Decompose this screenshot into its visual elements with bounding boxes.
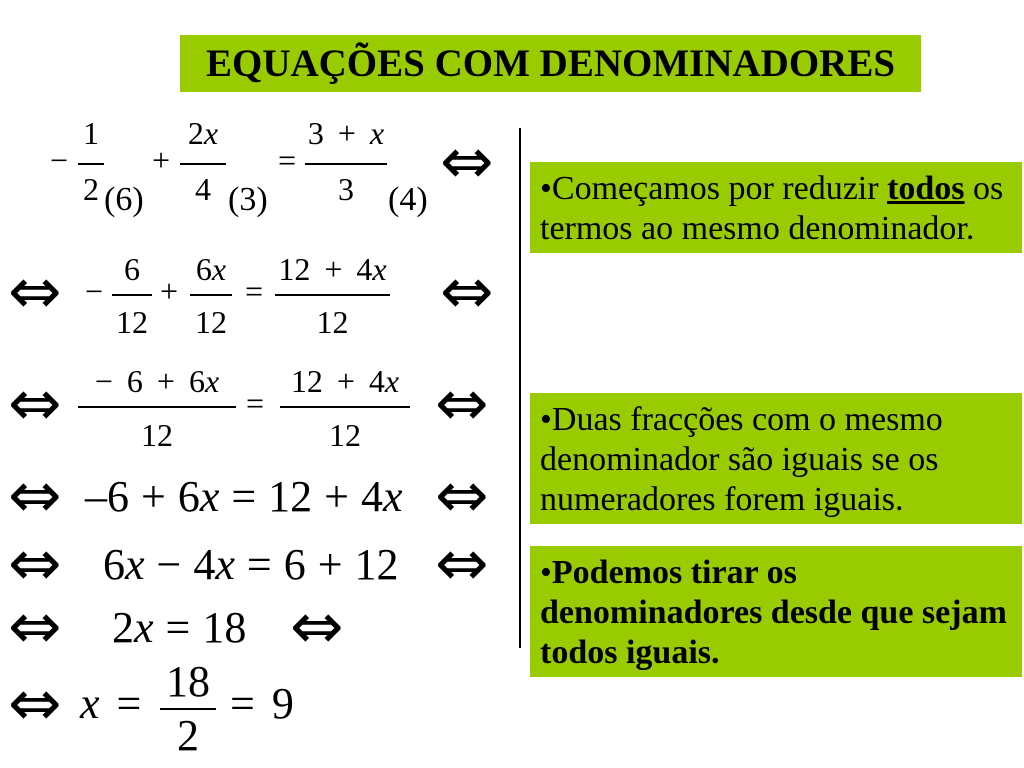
note-line xyxy=(540,400,1012,440)
equivalence-symbol: ⇔ xyxy=(435,459,489,533)
note-line: termos ao mesmo denominador. xyxy=(540,210,975,247)
denominator: 2 xyxy=(177,710,199,760)
equivalence-symbol: ⇔ xyxy=(8,667,62,741)
bullet: • xyxy=(540,170,552,207)
note-box-3 xyxy=(530,546,1022,677)
fraction-bar xyxy=(112,294,152,296)
emphasized-word: todos xyxy=(887,170,965,207)
equivalence-symbol: ⇔ xyxy=(8,367,62,441)
fraction xyxy=(112,253,152,338)
note-line: denominadores desde que sejam xyxy=(540,594,1007,631)
fraction-bar xyxy=(275,294,390,296)
numerator: 6 xyxy=(124,251,140,287)
note-box-1 xyxy=(530,162,1022,253)
numerator: 1 xyxy=(83,115,99,151)
fraction xyxy=(160,657,216,760)
plus-sign: + xyxy=(152,142,171,178)
equivalence-symbol: ⇔ xyxy=(290,590,344,664)
equals-sign: = xyxy=(245,273,264,309)
denominator: 12 xyxy=(116,303,148,340)
denominator: 2 xyxy=(83,170,99,207)
numerator: 2x xyxy=(187,115,219,151)
numerator: 18 xyxy=(166,657,210,706)
equation-lhs: x = xyxy=(80,679,142,728)
fraction xyxy=(280,365,410,451)
denominator: 12 xyxy=(329,416,361,453)
note-text: Começamos por reduzir xyxy=(551,170,879,207)
numerator: 3 + x xyxy=(307,115,385,151)
denominator: 12 xyxy=(316,303,349,340)
fraction-bar xyxy=(190,294,232,296)
equivalence-symbol: ⇔ xyxy=(8,255,62,329)
fraction-bar xyxy=(280,406,410,408)
equation-text: 6x − 4x = 6 + 12 xyxy=(103,540,399,589)
denominator: 3 xyxy=(338,170,354,207)
fraction xyxy=(275,253,390,338)
note-line: todos iguais. xyxy=(540,634,720,671)
equivalence-symbol: ⇔ xyxy=(8,527,62,601)
note-line: denominador são iguais se os xyxy=(540,441,939,478)
denominator: 4 xyxy=(195,170,211,207)
multiplier-factor: (4) xyxy=(388,181,428,218)
note-line xyxy=(540,553,1012,593)
fraction-bar xyxy=(305,163,387,165)
fraction xyxy=(78,365,236,451)
fraction-bar xyxy=(78,406,236,408)
equivalence-symbol: ⇔ xyxy=(435,367,489,441)
equation-text: 2x = 18 xyxy=(112,603,247,652)
minus-sign: − xyxy=(50,142,69,178)
fraction-bar xyxy=(78,163,104,165)
title-box xyxy=(180,35,921,92)
minus-sign: − xyxy=(85,273,104,309)
numerator: 12 + 4x xyxy=(290,363,400,399)
equation-result: = 9 xyxy=(230,679,294,728)
equivalence-symbol: ⇔ xyxy=(440,255,494,329)
slide-title: EQUAÇÕES COM DENOMINADORES xyxy=(205,42,896,85)
equivalence-symbol: ⇔ xyxy=(435,527,489,601)
equals-sign: = xyxy=(246,385,265,421)
numerator: 12 + 4x xyxy=(278,251,387,287)
bullet: • xyxy=(540,554,552,591)
note-box-2 xyxy=(530,393,1022,524)
fraction-bar xyxy=(180,163,226,165)
note-line: numeradores forem iguais. xyxy=(540,481,904,518)
equals-sign: = xyxy=(278,142,297,178)
fraction xyxy=(305,117,387,205)
fraction xyxy=(180,117,226,205)
note-line xyxy=(540,169,1012,209)
numerator: 6x xyxy=(195,251,227,287)
vertical-divider xyxy=(519,128,521,648)
numerator: − 6 + 6x xyxy=(94,363,220,399)
equivalence-symbol: ⇔ xyxy=(8,459,62,533)
denominator: 12 xyxy=(141,416,173,453)
equivalence-symbol: ⇔ xyxy=(8,590,62,664)
note-text: Duas fracções com o mesmo xyxy=(551,401,943,438)
fraction-bar xyxy=(160,708,216,710)
fraction xyxy=(78,117,104,205)
equivalence-symbol: ⇔ xyxy=(440,125,494,199)
note-text: Podemos tirar os xyxy=(551,554,797,591)
plus-sign: + xyxy=(160,273,179,309)
equation-text: –6 + 6x = 12 + 4x xyxy=(85,472,403,521)
denominator: 12 xyxy=(195,303,227,340)
multiplier-factor: (6) xyxy=(104,181,144,218)
fraction xyxy=(190,253,232,338)
note-text: os xyxy=(973,170,1004,207)
multiplier-factor: (3) xyxy=(228,181,268,218)
bullet: • xyxy=(540,401,552,438)
